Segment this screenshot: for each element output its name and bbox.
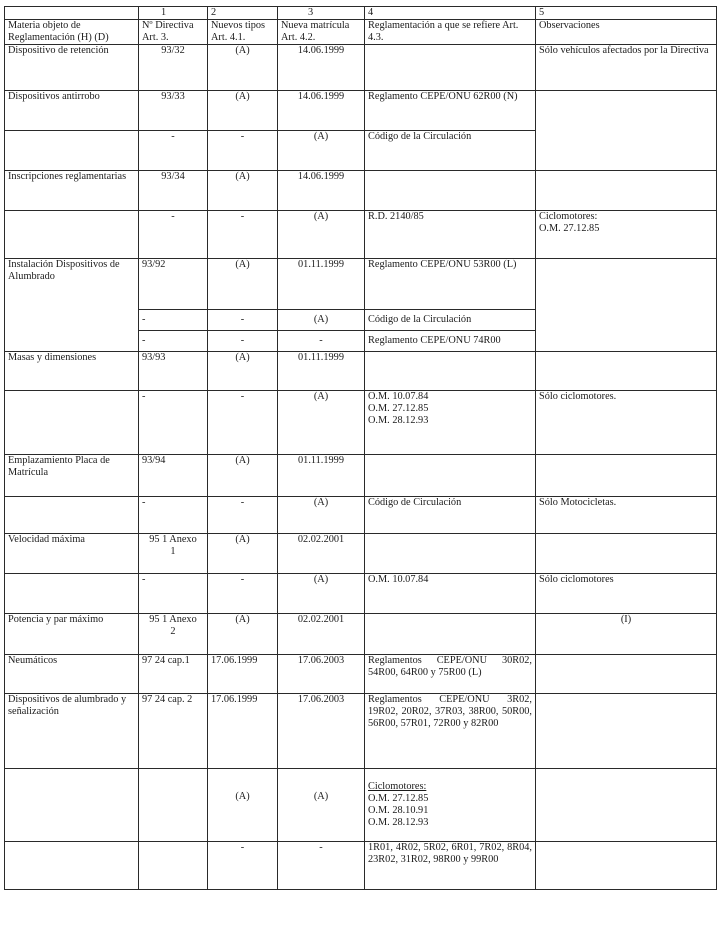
reglamentacion-line: O.M. 10.07.84 <box>368 391 429 402</box>
reglamentacion-cell: Código de la Circulación <box>365 310 536 331</box>
column-number-4: 4 <box>365 7 536 20</box>
directiva-cell: - <box>139 574 208 614</box>
reglamentacion-cell: Reglamentos CEPE/ONU 30R02, 54R00, 64R00 y 75R00 (L) <box>365 655 536 694</box>
nueva-matricula-cell: 01.11.1999 <box>278 455 365 497</box>
nuevos-tipos-cell: (A) <box>208 614 278 655</box>
observaciones-line: Ciclomotores: <box>539 211 598 222</box>
reglamentacion-line: O.M. 28.12.93 <box>368 817 429 828</box>
materia-cell <box>5 497 139 534</box>
column-number-5: 5 <box>536 7 717 20</box>
directiva-cell: 93/94 <box>139 455 208 497</box>
table-row <box>5 842 717 890</box>
reglamentacion-cell <box>365 391 536 455</box>
materia-cell <box>5 769 139 842</box>
observaciones-cell <box>536 655 717 694</box>
observaciones-cell <box>536 91 717 171</box>
table-row <box>5 259 717 310</box>
materia-cell: Dispositivos antirrobo <box>5 91 139 131</box>
directiva-cell: 93/32 <box>139 45 208 91</box>
observaciones-cell <box>536 694 717 769</box>
table-row <box>5 497 717 534</box>
directiva-cell: - <box>139 310 208 331</box>
nuevos-tipos-cell: (A) <box>208 352 278 391</box>
materia-cell: Velocidad máxima <box>5 534 139 574</box>
reglamentacion-line: O.M. 28.10.91 <box>368 805 429 816</box>
reglamentacion-cell: O.M. 10.07.84 <box>365 574 536 614</box>
reglamentacion-cell: Reglamentos CEPE/ONU 3R02, 19R02, 20R02, 37R03, 38R00, 50R00, 56R00, 57R01, 72R00 y 82R00 <box>365 694 536 769</box>
observaciones-cell <box>536 769 717 842</box>
header-materia: Materia objeto de Reglamentación (H) (D) <box>5 20 139 45</box>
nuevos-tipos-cell: - <box>208 497 278 534</box>
nueva-matricula-cell: 17.06.2003 <box>278 655 365 694</box>
nuevos-tipos-cell: - <box>208 391 278 455</box>
reglamentacion-cell: Código de Circulación <box>365 497 536 534</box>
table-row <box>5 91 717 131</box>
materia-cell: Inscripciones reglamentarias <box>5 171 139 211</box>
materia-cell <box>5 842 139 890</box>
nueva-matricula-cell: - <box>278 842 365 890</box>
reglamentacion-line: O.M. 27.12.85 <box>368 793 429 804</box>
nueva-matricula-cell: 01.11.1999 <box>278 259 365 310</box>
materia-cell <box>5 391 139 455</box>
materia-cell <box>5 211 139 259</box>
reglamentacion-cell <box>365 455 536 497</box>
directiva-cell: 97 24 cap.1 <box>139 655 208 694</box>
reglamentacion-cell <box>365 614 536 655</box>
reglamentacion-cell <box>365 769 536 842</box>
header-reglamentacion: Reglamentación a que se refiere Art. 4.3. <box>365 20 536 45</box>
table-row <box>5 211 717 259</box>
nueva-matricula-cell: (A) <box>278 769 365 842</box>
observaciones-cell: Sólo Motocicletas. <box>536 497 717 534</box>
nuevos-tipos-cell: - <box>208 131 278 171</box>
nuevos-tipos-cell: (A) <box>208 45 278 91</box>
materia-cell: Masas y dimensiones <box>5 352 139 391</box>
reglamentacion-heading: Ciclomotores: <box>368 781 427 792</box>
materia-cell: Dispositivo de retención <box>5 45 139 91</box>
reglamentacion-line: O.M. 27.12.85 <box>368 403 429 414</box>
reglamentacion-cell: Reglamento CEPE/ONU 74R00 <box>365 331 536 352</box>
materia-cell <box>5 131 139 171</box>
table-row <box>5 45 717 91</box>
nuevos-tipos-cell: - <box>208 574 278 614</box>
reglamentacion-cell <box>365 171 536 211</box>
observaciones-line: O.M. 27.12.85 <box>539 223 600 234</box>
nueva-matricula-cell: (A) <box>278 391 365 455</box>
directiva-cell: 93/93 <box>139 352 208 391</box>
directiva-cell: 97 24 cap. 2 <box>139 694 208 769</box>
directiva-cell: 93/34 <box>139 171 208 211</box>
observaciones-cell <box>536 211 717 259</box>
directiva-cell: - <box>139 391 208 455</box>
materia-cell: Neumáticos <box>5 655 139 694</box>
directiva-cell: - <box>139 497 208 534</box>
header-observaciones: Observaciones <box>536 20 717 45</box>
nuevos-tipos-cell: (A) <box>208 171 278 211</box>
reglamentacion-cell <box>365 352 536 391</box>
nueva-matricula-cell: 01.11.1999 <box>278 352 365 391</box>
nueva-matricula-cell: (A) <box>278 310 365 331</box>
materia-cell: Dispositivos de alumbrado y señalización <box>5 694 139 769</box>
column-number-0 <box>5 7 139 20</box>
observaciones-cell <box>536 455 717 497</box>
table-row <box>5 614 717 655</box>
nuevos-tipos-cell: (A) <box>208 534 278 574</box>
directiva-line: 95 1 Anexo <box>149 614 197 625</box>
nuevos-tipos-cell: - <box>208 842 278 890</box>
header-nueva-matricula: Nueva matrícula Art. 4.2. <box>278 20 365 45</box>
observaciones-cell <box>536 352 717 391</box>
table-row <box>5 352 717 391</box>
column-number-1: 1 <box>139 7 208 20</box>
table-row <box>5 574 717 614</box>
nueva-matricula-cell: 14.06.1999 <box>278 91 365 131</box>
nueva-matricula-cell: 17.06.2003 <box>278 694 365 769</box>
reglamentacion-cell: 1R01, 4R02, 5R02, 6R01, 7R02, 8R04, 23R02, 31R02, 98R00 y 99R00 <box>365 842 536 890</box>
directiva-cell <box>139 614 208 655</box>
nueva-matricula-cell: 14.06.1999 <box>278 45 365 91</box>
header-nuevos-tipos: Nuevos tipos Art. 4.1. <box>208 20 278 45</box>
materia-cell: Potencia y par máximo <box>5 614 139 655</box>
nueva-matricula-cell: (A) <box>278 211 365 259</box>
table-row <box>5 694 717 769</box>
table-row <box>5 769 717 842</box>
reglamentacion-line: O.M. 28.12.93 <box>368 415 429 426</box>
directiva-cell <box>139 534 208 574</box>
nueva-matricula-cell: (A) <box>278 131 365 171</box>
nuevos-tipos-cell: - <box>208 211 278 259</box>
nueva-matricula-cell: 02.02.2001 <box>278 534 365 574</box>
regulation-table <box>4 6 717 890</box>
observaciones-cell <box>536 171 717 211</box>
observaciones-cell <box>536 259 717 352</box>
nueva-matricula-cell: 14.06.1999 <box>278 171 365 211</box>
table-row <box>5 171 717 211</box>
nuevos-tipos-cell: (A) <box>208 455 278 497</box>
directiva-line: 2 <box>170 626 176 637</box>
nuevos-tipos-cell: (A) <box>208 259 278 310</box>
observaciones-cell <box>536 534 717 574</box>
header-directiva: Nº Directiva Art. 3. <box>139 20 208 45</box>
table-row <box>5 455 717 497</box>
nueva-matricula-cell: (A) <box>278 574 365 614</box>
reglamentacion-cell: Reglamento CEPE/ONU 53R00 (L) <box>365 259 536 310</box>
observaciones-cell: (I) <box>536 614 717 655</box>
directiva-line: 1 <box>170 546 176 557</box>
materia-cell <box>5 574 139 614</box>
nuevos-tipos-cell: 17.06.1999 <box>208 655 278 694</box>
table-row <box>5 534 717 574</box>
column-header-row <box>5 20 717 45</box>
directiva-cell: - <box>139 331 208 352</box>
nueva-matricula-cell: 02.02.2001 <box>278 614 365 655</box>
observaciones-cell <box>536 842 717 890</box>
directiva-cell: - <box>139 131 208 171</box>
nuevos-tipos-cell: - <box>208 331 278 352</box>
table-row <box>5 655 717 694</box>
nuevos-tipos-cell: (A) <box>208 769 278 842</box>
nuevos-tipos-cell: - <box>208 310 278 331</box>
directiva-cell <box>139 842 208 890</box>
reglamentacion-cell <box>365 45 536 91</box>
directiva-cell <box>139 769 208 842</box>
nueva-matricula-cell: (A) <box>278 497 365 534</box>
observaciones-cell: Sólo ciclomotores. <box>536 391 717 455</box>
reglamentacion-cell: Código de la Circulación <box>365 131 536 171</box>
reglamentacion-cell <box>365 534 536 574</box>
directiva-cell: 93/33 <box>139 91 208 131</box>
column-number-2: 2 <box>208 7 278 20</box>
materia-cell: Instalación Dispositivos de Alumbrado <box>5 259 139 352</box>
column-number-row <box>5 7 717 20</box>
nuevos-tipos-cell: 17.06.1999 <box>208 694 278 769</box>
reglamentacion-cell: R.D. 2140/85 <box>365 211 536 259</box>
column-number-3: 3 <box>278 7 365 20</box>
observaciones-cell: Sólo ciclomotores <box>536 574 717 614</box>
observaciones-cell: Sólo vehículos afectados por la Directiva <box>536 45 717 91</box>
table-row <box>5 391 717 455</box>
directiva-cell: 93/92 <box>139 259 208 310</box>
materia-cell: Emplazamiento Placa de Matrícula <box>5 455 139 497</box>
directiva-line: 95 1 Anexo <box>149 534 197 545</box>
reglamentacion-cell: Reglamento CEPE/ONU 62R00 (N) <box>365 91 536 131</box>
directiva-cell: - <box>139 211 208 259</box>
nueva-matricula-cell: - <box>278 331 365 352</box>
nuevos-tipos-cell: (A) <box>208 91 278 131</box>
